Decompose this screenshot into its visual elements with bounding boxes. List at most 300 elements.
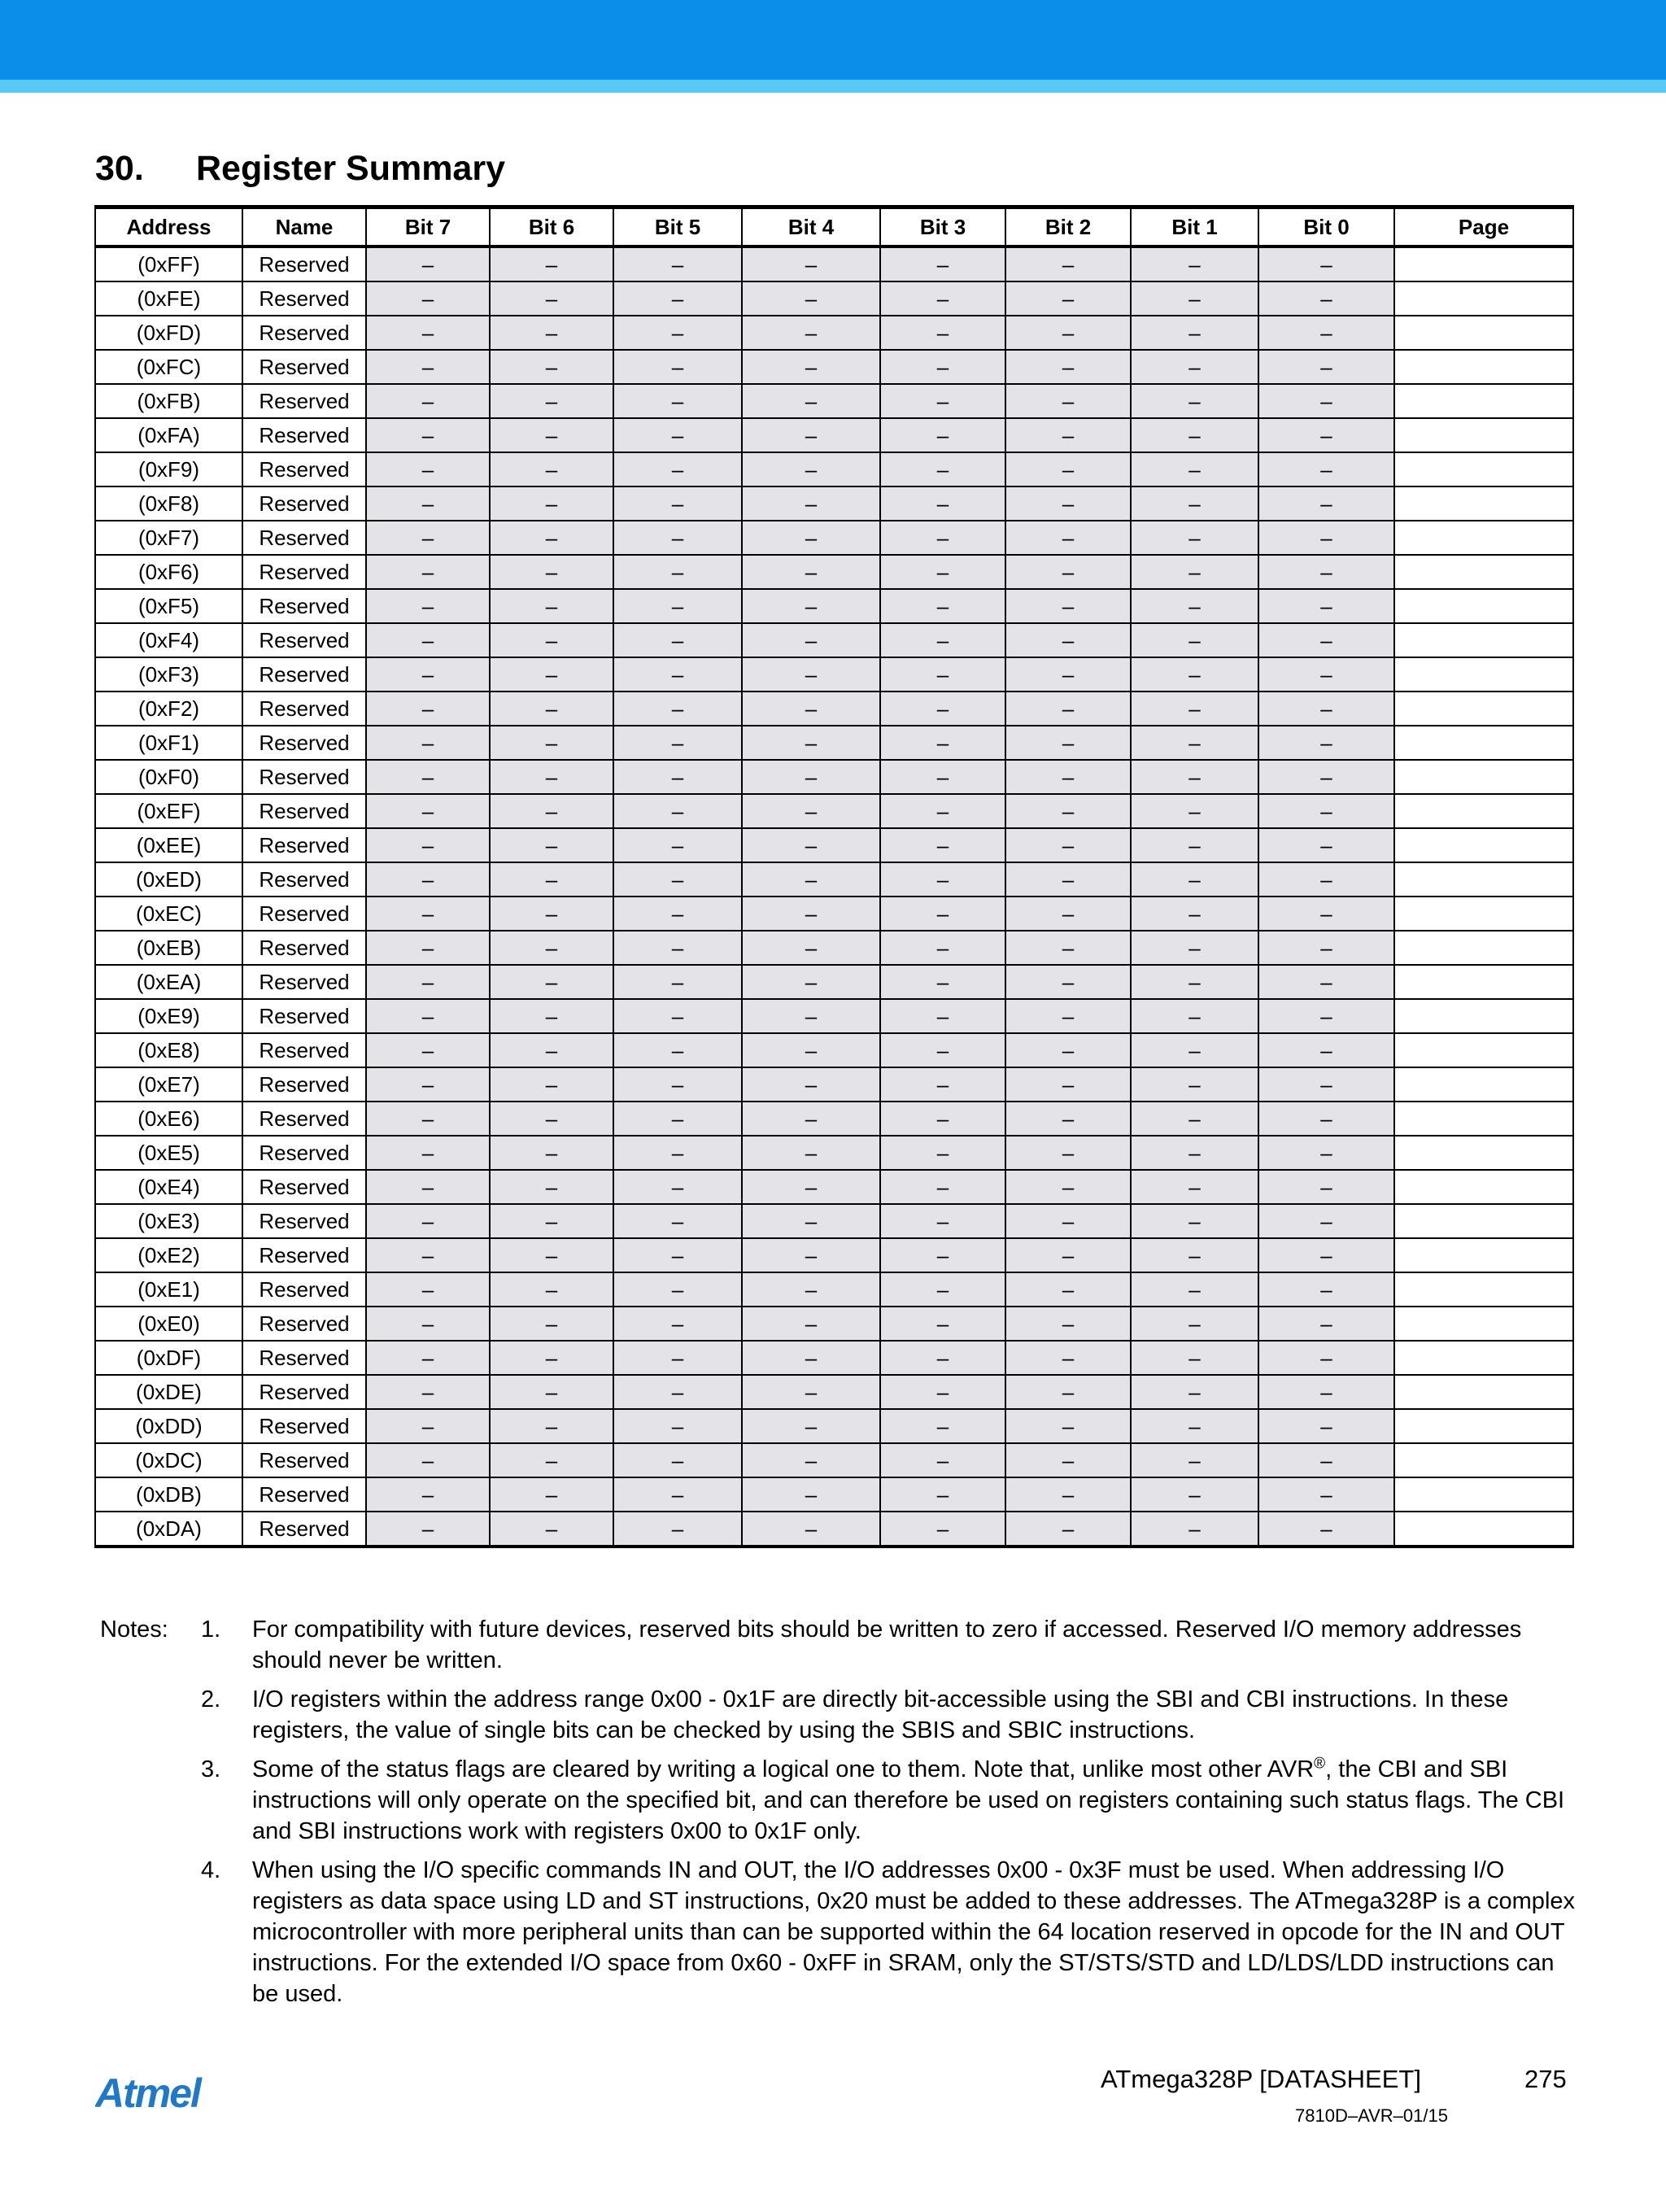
- bit-cell: –: [366, 828, 490, 862]
- bit-cell: –: [1005, 1512, 1131, 1547]
- bit-cell: –: [490, 486, 613, 521]
- name-cell: Reserved: [242, 965, 366, 999]
- address-cell: (0xE1): [95, 1272, 242, 1307]
- bit-cell: –: [880, 897, 1005, 931]
- table-row: [95, 1170, 1573, 1204]
- bit-cell: –: [1005, 555, 1131, 589]
- bit-cell: –: [366, 486, 490, 521]
- bit-cell: –: [1131, 1238, 1258, 1272]
- column-header: Bit 0: [1258, 207, 1394, 247]
- bit-cell: –: [1131, 623, 1258, 657]
- name-cell: Reserved: [242, 623, 366, 657]
- bit-cell: –: [366, 1136, 490, 1170]
- bit-cell: –: [613, 384, 742, 418]
- address-cell: (0xFA): [95, 418, 242, 452]
- bit-cell: –: [1131, 1170, 1258, 1204]
- bit-cell: –: [1258, 1272, 1394, 1307]
- bit-cell: –: [742, 862, 880, 897]
- address-cell: (0xDB): [95, 1477, 242, 1512]
- name-cell: Reserved: [242, 1170, 366, 1204]
- bit-cell: –: [1131, 1375, 1258, 1409]
- bit-cell: –: [742, 316, 880, 350]
- note-number: 3.: [201, 1756, 221, 1782]
- bit-cell: –: [1258, 452, 1394, 486]
- bit-cell: –: [613, 418, 742, 452]
- bit-cell: –: [490, 794, 613, 828]
- bit-cell: –: [1131, 1477, 1258, 1512]
- bit-cell: –: [742, 555, 880, 589]
- column-header: Bit 7: [366, 207, 490, 247]
- table-row: [95, 1375, 1573, 1409]
- bit-cell: –: [880, 1409, 1005, 1443]
- bit-cell: –: [742, 1033, 880, 1067]
- page-cell: [1394, 657, 1573, 692]
- table-row: [95, 1409, 1573, 1443]
- bit-cell: –: [742, 589, 880, 623]
- name-cell: Reserved: [242, 999, 366, 1033]
- page-cell: [1394, 452, 1573, 486]
- bit-cell: –: [742, 623, 880, 657]
- bit-cell: –: [742, 521, 880, 555]
- page-cell: [1394, 589, 1573, 623]
- bit-cell: –: [742, 1238, 880, 1272]
- bit-cell: –: [613, 1409, 742, 1443]
- bit-cell: –: [1258, 1341, 1394, 1375]
- bit-cell: –: [742, 760, 880, 794]
- bit-cell: –: [1005, 1477, 1131, 1512]
- bit-cell: –: [366, 281, 490, 316]
- column-header: Address: [95, 207, 242, 247]
- name-cell: Reserved: [242, 1067, 366, 1102]
- bit-cell: –: [613, 1033, 742, 1067]
- note-item: [100, 1754, 1581, 1847]
- bit-cell: –: [1131, 316, 1258, 350]
- address-cell: (0xFB): [95, 384, 242, 418]
- table-row: [95, 931, 1573, 965]
- name-cell: Reserved: [242, 1512, 366, 1547]
- page-cell: [1394, 965, 1573, 999]
- bit-cell: –: [613, 999, 742, 1033]
- bit-cell: –: [1258, 897, 1394, 931]
- column-header: Page: [1394, 207, 1573, 247]
- bit-cell: –: [880, 657, 1005, 692]
- table-row: [95, 692, 1573, 726]
- bit-cell: –: [366, 521, 490, 555]
- name-cell: Reserved: [242, 726, 366, 760]
- bit-cell: –: [880, 726, 1005, 760]
- note-number: 2.: [201, 1686, 221, 1712]
- bit-cell: –: [366, 1238, 490, 1272]
- document-code: 7810D–AVR–01/15: [1295, 2105, 1448, 2126]
- bit-cell: –: [742, 828, 880, 862]
- name-cell: Reserved: [242, 486, 366, 521]
- bit-cell: –: [490, 316, 613, 350]
- bit-cell: –: [613, 760, 742, 794]
- bit-cell: –: [1258, 1409, 1394, 1443]
- bit-cell: –: [490, 828, 613, 862]
- page-cell: [1394, 1443, 1573, 1477]
- bit-cell: –: [880, 1272, 1005, 1307]
- address-cell: (0xEE): [95, 828, 242, 862]
- page-cell: [1394, 281, 1573, 316]
- bit-cell: –: [742, 1443, 880, 1477]
- bit-cell: –: [880, 692, 1005, 726]
- page-cell: [1394, 316, 1573, 350]
- bit-cell: –: [742, 1341, 880, 1375]
- page-cell: [1394, 247, 1573, 281]
- bit-cell: –: [742, 247, 880, 281]
- bit-cell: –: [1005, 1272, 1131, 1307]
- notes-label: Notes:: [100, 1616, 168, 1643]
- bit-cell: –: [1258, 657, 1394, 692]
- bit-cell: –: [742, 965, 880, 999]
- header-stripe: [0, 80, 1666, 93]
- bit-cell: –: [880, 1477, 1005, 1512]
- address-cell: (0xF7): [95, 521, 242, 555]
- bit-cell: –: [880, 794, 1005, 828]
- bit-cell: –: [880, 589, 1005, 623]
- name-cell: Reserved: [242, 1204, 366, 1238]
- address-cell: (0xFD): [95, 316, 242, 350]
- page-cell: [1394, 760, 1573, 794]
- bit-cell: –: [613, 589, 742, 623]
- page-cell: [1394, 794, 1573, 828]
- bit-cell: –: [490, 555, 613, 589]
- name-cell: Reserved: [242, 1409, 366, 1443]
- bit-cell: –: [366, 1341, 490, 1375]
- page-cell: [1394, 1409, 1573, 1443]
- name-cell: Reserved: [242, 692, 366, 726]
- column-header: Bit 1: [1131, 207, 1258, 247]
- address-cell: (0xF2): [95, 692, 242, 726]
- bit-cell: –: [742, 999, 880, 1033]
- bit-cell: –: [880, 1102, 1005, 1136]
- bit-cell: –: [613, 1067, 742, 1102]
- address-cell: (0xEC): [95, 897, 242, 931]
- bit-cell: –: [1005, 828, 1131, 862]
- bit-cell: –: [366, 1477, 490, 1512]
- bit-cell: –: [1258, 931, 1394, 965]
- bit-cell: –: [1005, 897, 1131, 931]
- bit-cell: –: [1258, 999, 1394, 1033]
- address-cell: (0xEB): [95, 931, 242, 965]
- name-cell: Reserved: [242, 1307, 366, 1341]
- bit-cell: –: [1131, 1204, 1258, 1238]
- bit-cell: –: [880, 1512, 1005, 1547]
- bit-cell: –: [1131, 999, 1258, 1033]
- bit-cell: –: [1258, 555, 1394, 589]
- bit-cell: –: [613, 931, 742, 965]
- bit-cell: –: [1005, 521, 1131, 555]
- bit-cell: –: [613, 828, 742, 862]
- bit-cell: –: [613, 1170, 742, 1204]
- bit-cell: –: [1131, 1443, 1258, 1477]
- name-cell: Reserved: [242, 1477, 366, 1512]
- name-cell: Reserved: [242, 1443, 366, 1477]
- page-cell: [1394, 931, 1573, 965]
- name-cell: Reserved: [242, 760, 366, 794]
- table-row: [95, 657, 1573, 692]
- name-cell: Reserved: [242, 316, 366, 350]
- bit-cell: –: [1131, 1512, 1258, 1547]
- bit-cell: –: [1005, 1204, 1131, 1238]
- bit-cell: –: [1258, 623, 1394, 657]
- bit-cell: –: [880, 316, 1005, 350]
- bit-cell: –: [490, 760, 613, 794]
- table-row: [95, 1204, 1573, 1238]
- column-header: Bit 6: [490, 207, 613, 247]
- bit-cell: –: [490, 1136, 613, 1170]
- bit-cell: –: [1258, 1102, 1394, 1136]
- bit-cell: –: [366, 1067, 490, 1102]
- bit-cell: –: [1131, 726, 1258, 760]
- bit-cell: –: [742, 1375, 880, 1409]
- page-cell: [1394, 1477, 1573, 1512]
- bit-cell: –: [1131, 965, 1258, 999]
- name-cell: Reserved: [242, 828, 366, 862]
- bit-cell: –: [1005, 1409, 1131, 1443]
- note-item: [100, 1684, 1581, 1746]
- bit-cell: –: [880, 931, 1005, 965]
- bit-cell: –: [880, 965, 1005, 999]
- bit-cell: –: [1258, 726, 1394, 760]
- table-row: [95, 384, 1573, 418]
- table-row: [95, 418, 1573, 452]
- bit-cell: –: [742, 418, 880, 452]
- bit-cell: –: [742, 281, 880, 316]
- bit-cell: –: [490, 1102, 613, 1136]
- address-cell: (0xFF): [95, 247, 242, 281]
- note-text-part: Some of the status flags are cleared by writing a logical one to them. Note that, unlike most other AVR: [252, 1756, 1315, 1782]
- bit-cell: –: [490, 1477, 613, 1512]
- bit-cell: –: [1005, 931, 1131, 965]
- bit-cell: –: [366, 247, 490, 281]
- bit-cell: –: [880, 247, 1005, 281]
- bit-cell: –: [613, 350, 742, 384]
- bit-cell: –: [1131, 828, 1258, 862]
- bit-cell: –: [1258, 1307, 1394, 1341]
- bit-cell: –: [1131, 350, 1258, 384]
- bit-cell: –: [366, 384, 490, 418]
- table-row: [95, 1341, 1573, 1375]
- name-cell: Reserved: [242, 521, 366, 555]
- bit-cell: –: [742, 452, 880, 486]
- table-row: [95, 1136, 1573, 1170]
- bit-cell: –: [1005, 794, 1131, 828]
- bit-cell: –: [366, 1102, 490, 1136]
- address-cell: (0xF4): [95, 623, 242, 657]
- bit-cell: –: [880, 452, 1005, 486]
- page-cell: [1394, 1341, 1573, 1375]
- bit-cell: –: [880, 1067, 1005, 1102]
- bit-cell: –: [1258, 316, 1394, 350]
- bit-cell: –: [490, 418, 613, 452]
- bit-cell: –: [1131, 897, 1258, 931]
- bit-cell: –: [366, 965, 490, 999]
- bit-cell: –: [366, 657, 490, 692]
- bit-cell: –: [1005, 1443, 1131, 1477]
- page-cell: [1394, 897, 1573, 931]
- bit-cell: –: [742, 1102, 880, 1136]
- bit-cell: –: [613, 281, 742, 316]
- note-text: For compatibility with future devices, reserved bits should be written to zero if accessed. Reserved I/O memory addresses should never be written.: [252, 1616, 1522, 1673]
- bit-cell: –: [1131, 760, 1258, 794]
- table-row: [95, 350, 1573, 384]
- bit-cell: –: [1131, 1409, 1258, 1443]
- table-row: [95, 1443, 1573, 1477]
- bit-cell: –: [1005, 281, 1131, 316]
- bit-cell: –: [1258, 589, 1394, 623]
- table-header-row: [95, 207, 1573, 247]
- page-cell: [1394, 1238, 1573, 1272]
- page-cell: [1394, 486, 1573, 521]
- bit-cell: –: [1258, 247, 1394, 281]
- bit-cell: –: [490, 1272, 613, 1307]
- document-title: ATmega328P [DATASHEET]: [1101, 2065, 1421, 2093]
- atmel-logo-text: Atmel: [95, 2073, 200, 2115]
- bit-cell: –: [1258, 1204, 1394, 1238]
- name-cell: Reserved: [242, 897, 366, 931]
- bit-cell: –: [613, 1375, 742, 1409]
- bit-cell: –: [366, 555, 490, 589]
- bit-cell: –: [742, 486, 880, 521]
- bit-cell: –: [490, 623, 613, 657]
- bit-cell: –: [490, 897, 613, 931]
- bit-cell: –: [490, 692, 613, 726]
- bit-cell: –: [1258, 965, 1394, 999]
- bit-cell: –: [742, 1170, 880, 1204]
- section-number: 30.: [95, 149, 144, 188]
- header-bar: [0, 0, 1666, 80]
- bit-cell: –: [366, 1512, 490, 1547]
- note-item: [100, 1614, 1581, 1676]
- bit-cell: –: [880, 1443, 1005, 1477]
- bit-cell: –: [742, 897, 880, 931]
- bit-cell: –: [1005, 384, 1131, 418]
- bit-cell: –: [1005, 726, 1131, 760]
- address-cell: (0xE2): [95, 1238, 242, 1272]
- bit-cell: –: [1131, 1272, 1258, 1307]
- bit-cell: –: [742, 384, 880, 418]
- page-cell: [1394, 521, 1573, 555]
- table-row: [95, 897, 1573, 931]
- bit-cell: –: [490, 452, 613, 486]
- column-header: Bit 4: [742, 207, 880, 247]
- bit-cell: –: [1258, 1067, 1394, 1102]
- bit-cell: –: [1005, 1136, 1131, 1170]
- bit-cell: –: [490, 1375, 613, 1409]
- bit-cell: –: [1258, 1477, 1394, 1512]
- bit-cell: –: [613, 965, 742, 999]
- bit-cell: –: [1005, 1033, 1131, 1067]
- bit-cell: –: [613, 1102, 742, 1136]
- bit-cell: –: [366, 418, 490, 452]
- bit-cell: –: [1258, 1443, 1394, 1477]
- bit-cell: –: [1005, 1102, 1131, 1136]
- table-row: [95, 1307, 1573, 1341]
- note-text: [252, 1754, 1581, 1847]
- name-cell: Reserved: [242, 931, 366, 965]
- bit-cell: –: [1131, 384, 1258, 418]
- page-number: 275: [1524, 2065, 1567, 2093]
- column-header: Bit 5: [613, 207, 742, 247]
- address-cell: (0xFC): [95, 350, 242, 384]
- address-cell: (0xEF): [95, 794, 242, 828]
- page-cell: [1394, 1272, 1573, 1307]
- bit-cell: –: [613, 521, 742, 555]
- bit-cell: –: [490, 281, 613, 316]
- table-row: [95, 828, 1573, 862]
- address-cell: (0xEA): [95, 965, 242, 999]
- bit-cell: –: [1005, 623, 1131, 657]
- note-item: [100, 1855, 1581, 2009]
- bit-cell: –: [613, 316, 742, 350]
- bit-cell: –: [880, 1238, 1005, 1272]
- table-row: [95, 247, 1573, 281]
- bit-cell: –: [1258, 521, 1394, 555]
- bit-cell: –: [880, 281, 1005, 316]
- bit-cell: –: [880, 828, 1005, 862]
- notes-section: [100, 1614, 1581, 2018]
- bit-cell: –: [742, 1204, 880, 1238]
- page-cell: [1394, 999, 1573, 1033]
- table-row: [95, 1512, 1573, 1547]
- address-cell: (0xF1): [95, 726, 242, 760]
- bit-cell: –: [880, 862, 1005, 897]
- note-number: 4.: [201, 1857, 221, 1883]
- address-cell: (0xF9): [95, 452, 242, 486]
- bit-cell: –: [1005, 1375, 1131, 1409]
- name-cell: Reserved: [242, 384, 366, 418]
- bit-cell: –: [1131, 281, 1258, 316]
- note-number: 1.: [201, 1616, 221, 1643]
- bit-cell: –: [1005, 862, 1131, 897]
- bit-cell: –: [1005, 965, 1131, 999]
- registered-mark: ®: [1314, 1755, 1326, 1773]
- bit-cell: –: [366, 760, 490, 794]
- page-cell: [1394, 692, 1573, 726]
- name-cell: Reserved: [242, 350, 366, 384]
- address-cell: (0xF6): [95, 555, 242, 589]
- bit-cell: –: [1258, 486, 1394, 521]
- bit-cell: –: [1258, 1033, 1394, 1067]
- bit-cell: –: [1005, 999, 1131, 1033]
- table-row: [95, 794, 1573, 828]
- bit-cell: –: [1258, 418, 1394, 452]
- address-cell: (0xF0): [95, 760, 242, 794]
- table-row: [95, 965, 1573, 999]
- bit-cell: –: [1005, 316, 1131, 350]
- bit-cell: –: [880, 1307, 1005, 1341]
- bit-cell: –: [613, 1307, 742, 1341]
- bit-cell: –: [490, 521, 613, 555]
- bit-cell: –: [613, 1443, 742, 1477]
- address-cell: (0xED): [95, 862, 242, 897]
- table-row: [95, 486, 1573, 521]
- bit-cell: –: [613, 657, 742, 692]
- name-cell: Reserved: [242, 1033, 366, 1067]
- table-row: [95, 589, 1573, 623]
- bit-cell: –: [1131, 247, 1258, 281]
- table-row: [95, 623, 1573, 657]
- bit-cell: –: [1131, 931, 1258, 965]
- bit-cell: –: [1131, 589, 1258, 623]
- address-cell: (0xFE): [95, 281, 242, 316]
- bit-cell: –: [880, 521, 1005, 555]
- address-cell: (0xDC): [95, 1443, 242, 1477]
- table-row: [95, 555, 1573, 589]
- register-summary-table: [94, 205, 1574, 1548]
